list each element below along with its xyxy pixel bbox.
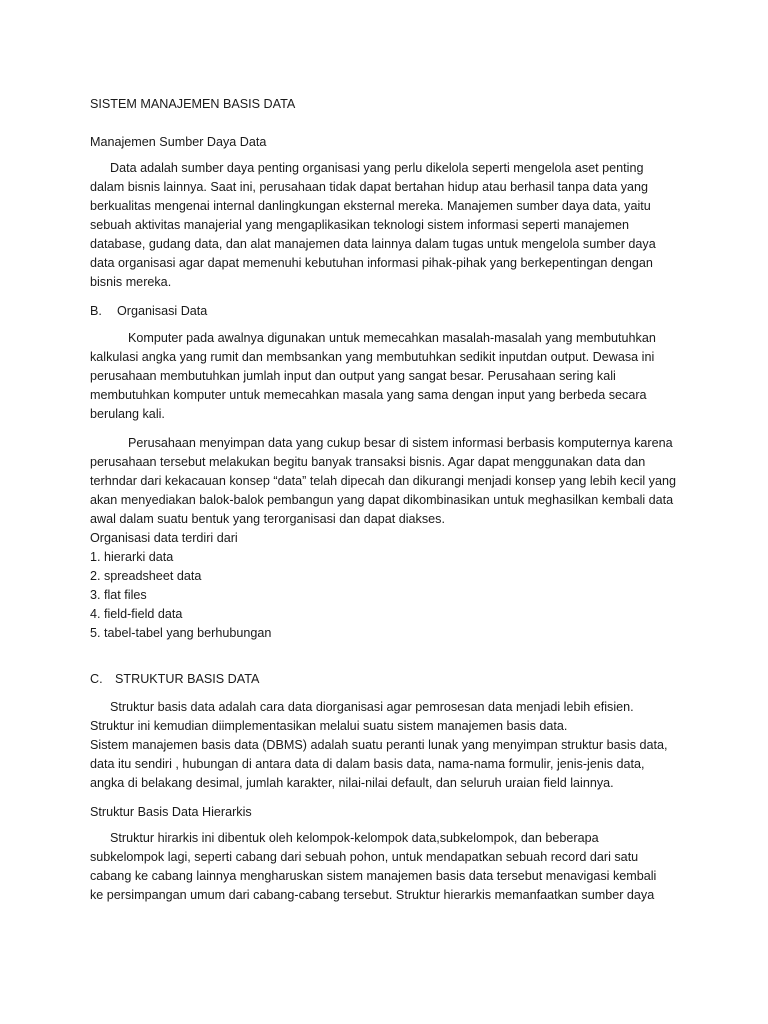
section-c-label: C.	[90, 672, 103, 686]
list-item: 3. flat files	[90, 588, 147, 602]
section-a-heading: Manajemen Sumber Daya Data	[90, 135, 267, 149]
section-b-label: B.	[90, 304, 102, 318]
section-a-paragraph: Data adalah sumber daya penting organisasi yang perlu dikelola seperti mengelola aset penting dalam bisnis lainnya. Saat ini, perusahaan tidak dapat bertahan hidup atau berhasil tanpa data yang berkualitas mengenai internal danlingkungan eksternal mereka. Manajemen sumber daya data, yaitu sebuah aktivitas manajerial yang mengaplikasikan teknologi sistem informasi seperti manajemen database, gudang data, dan alat manajemen data lainnya dalam tugas untuk mengelola sumber daya data organisasi agar dapat memenuhi kebutuhan informasi pihak-pihak yang berkepentingan dengan bisnis mereka.	[90, 161, 656, 289]
document-title: SISTEM MANAJEMEN BASIS DATA	[90, 97, 296, 111]
section-b-paragraph-1: Komputer pada awalnya digunakan untuk memecahkan masalah-masalah yang membutuhkan kalkulasi angka yang rumit dan membsankan yang membutuhkan sedikit inputdan output. Dewasa ini perusahaan membutuhkan jumlah input dan output yang sangat besar. Perusahaan sering kali membutuhkan komputer untuk memecahkan masala yang sama dengan input yang berbeda secara berulang kali.	[90, 331, 656, 421]
section-c-paragraph-1-line-1: Struktur basis data adalah cara data diorganisasi agar pemrosesan data menjadi lebih efisien.	[110, 700, 634, 714]
list-item: 2. spreadsheet data	[90, 569, 202, 583]
section-c-paragraph-2: Sistem manajemen basis data (DBMS) adalah suatu peranti lunak yang menyimpan struktur basis data, data itu sendiri , hubungan di antara data di dalam basis data, nama-nama formulir, jenis-jenis data, angka di belakang desimal, jumlah karakter, nilai-nilai default, dan seluruh uraian field lainnya.	[90, 738, 668, 790]
section-c-title: STRUKTUR BASIS DATA	[115, 672, 260, 686]
section-c-paragraph-1-line-2: Struktur ini kemudian diimplementasikan melalui suatu sistem manajemen basis data.	[90, 719, 568, 733]
section-b-paragraph-2: Perusahaan menyimpan data yang cukup besar di sistem informasi berbasis komputernya karena perusahaan tersebut melakukan begitu banyak transaksi bisnis. Agar dapat menggunakan data dan terhndar dari kekacauan konsep “data” telah dipecah dan dikurangi menjadi konsep yang lebih kecil yang akan menyediakan balok-balok pembangun yang dapat dikombinasikan untuk meghasilkan kembali data awal dalam suatu bentuk yang terorganisasi dan dapat diakses.	[90, 436, 676, 526]
list-item: 5. tabel-tabel yang berhubungan	[90, 626, 272, 640]
organisasi-data-list	[90, 529, 690, 643]
section-d-paragraph: Struktur hirarkis ini dibentuk oleh kelompok-kelompok data,subkelompok, dan beberapa subkelompok lagi, seperti cabang dari sebuah pohon, untuk mendapatkan sebuah record dari satu cabang ke cabang lainnya mengharuskan sistem manajemen basis data tersebut menavigasi kembali ke persimpangan umum dari cabang-cabang tersebut. Struktur hierarkis memanfaatkan sumber daya	[90, 831, 657, 902]
section-b-title: Organisasi Data	[117, 304, 208, 318]
section-c-heading	[90, 670, 690, 689]
list-intro: Organisasi data terdiri dari	[90, 531, 238, 545]
section-c-body	[90, 698, 670, 793]
section-b-heading	[90, 302, 690, 321]
list-item: 1. hierarki data	[90, 550, 174, 564]
list-item: 4. field-field data	[90, 607, 183, 621]
section-d-heading: Struktur Basis Data Hierarkis	[90, 805, 252, 819]
